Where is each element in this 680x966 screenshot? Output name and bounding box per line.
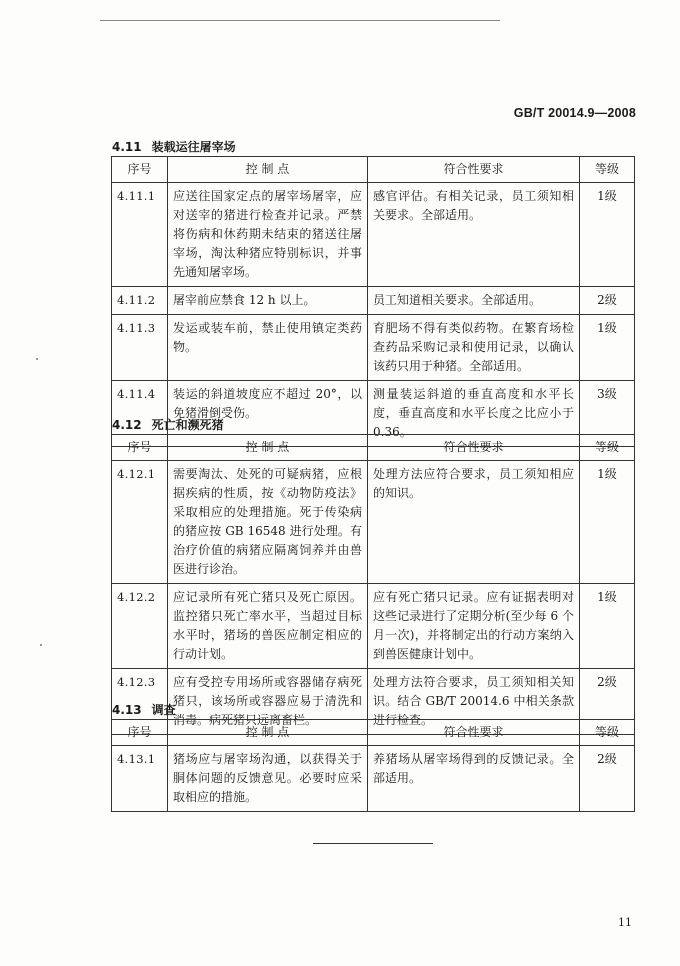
row-no: 4.11.3 [112, 315, 168, 381]
row-control-point: 应送往国家定点的屠宰场屠宰，应对送宰的猪进行检查并记录。严禁将伤病和休药期未结束的猪送往屠宰场，淘汰种猪应特别标识，并事先通知屠宰场。 [168, 183, 368, 287]
scan-speck [40, 644, 42, 646]
header-level: 等级 [580, 720, 635, 746]
row-control-point: 屠宰前应禁食 12 h 以上。 [168, 287, 368, 315]
header-requirement: 符合性要求 [368, 157, 580, 183]
row-requirement: 处理方法应符合要求，员工须知相应的知识。 [368, 461, 580, 584]
row-level: 1级 [580, 183, 635, 287]
end-rule [313, 843, 433, 844]
row-no: 4.11.4 [112, 381, 168, 447]
header-no: 序号 [112, 157, 168, 183]
section-title: 调查 [151, 703, 176, 717]
row-no: 4.13.1 [112, 746, 168, 812]
header-control-point: 控 制 点 [168, 435, 368, 461]
section-number: 4.13 [112, 703, 142, 717]
row-control-point: 应记录所有死亡猪只及死亡原因。监控猪只死亡率水平，当超过目标水平时，猪场的兽医应制定相应的行动计划。 [168, 584, 368, 669]
table-row [112, 584, 635, 669]
row-control-point: 装运的斜道坡度应不超过 20°，以免猪滑倒受伤。 [168, 381, 368, 447]
row-no: 4.11.1 [112, 183, 168, 287]
row-level: 3级 [580, 381, 635, 447]
row-no: 4.11.2 [112, 287, 168, 315]
section-number: 4.11 [112, 140, 142, 154]
header-control-point: 控 制 点 [168, 157, 368, 183]
row-control-point: 应有受控专用场所或容器储存病死猪只，该场所或容器应易于清洗和消毒。病死猪只远离畜栏。 [168, 669, 368, 735]
table-4-13 [111, 719, 635, 812]
table-row [112, 461, 635, 584]
table-row [112, 183, 635, 287]
row-level: 2级 [580, 746, 635, 812]
header-control-point: 控 制 点 [168, 720, 368, 746]
section-heading-4-13 [112, 701, 176, 718]
table-header-row [112, 435, 635, 461]
section-title: 死亡和濒死猪 [151, 418, 224, 432]
row-level: 2级 [580, 287, 635, 315]
row-control-point: 猪场应与屠宰场沟通，以获得关于胴体问题的反馈意见。必要时应采取相应的措施。 [168, 746, 368, 812]
header-no: 序号 [112, 720, 168, 746]
page-number: 11 [618, 916, 632, 929]
table-row [112, 315, 635, 381]
table-4-12 [111, 434, 635, 735]
section-heading-4-12 [112, 416, 224, 433]
row-level: 1级 [580, 584, 635, 669]
row-requirement: 测量装运斜道的垂直高度和水平长度，垂直高度和水平长度之比应小于 0.36。 [368, 381, 580, 447]
row-requirement: 员工知道相关要求。全部适用。 [368, 287, 580, 315]
header-requirement: 符合性要求 [368, 435, 580, 461]
row-no: 4.12.3 [112, 669, 168, 735]
row-no: 4.12.1 [112, 461, 168, 584]
row-requirement: 育肥场不得有类似药物。在繁育场检查药品采购记录和使用记录，以确认该药只用于种猪。全部适用。 [368, 315, 580, 381]
header-level: 等级 [580, 435, 635, 461]
row-requirement: 养猪场从屠宰场得到的反馈记录。全部适用。 [368, 746, 580, 812]
table-row [112, 746, 635, 812]
header-no: 序号 [112, 435, 168, 461]
section-title: 装载运往屠宰场 [151, 140, 236, 154]
scan-speck [36, 358, 38, 360]
row-level: 1级 [580, 315, 635, 381]
header-level: 等级 [580, 157, 635, 183]
standard-number: GB/T 20014.9—2008 [513, 106, 636, 120]
section-heading-4-11 [112, 138, 236, 155]
table-row [112, 287, 635, 315]
row-requirement: 应有死亡猪只记录。应有证据表明对这些记录进行了定期分析(至少每 6 个月一次)，并将制定出的行动方案纳入到兽医健康计划中。 [368, 584, 580, 669]
row-level: 2级 [580, 669, 635, 735]
table-header-row [112, 720, 635, 746]
row-requirement: 处理方法符合要求，员工须知相关知识。结合 GB/T 20014.6 中相关条款进行检查。 [368, 669, 580, 735]
header-requirement: 符合性要求 [368, 720, 580, 746]
row-level: 1级 [580, 461, 635, 584]
row-no: 4.12.2 [112, 584, 168, 669]
table-4-11 [111, 156, 635, 447]
row-control-point: 需要淘汰、处死的可疑病猪，应根据疾病的性质，按《动物防疫法》采取相应的处理措施。死于传染病的猪应按 GB 16548 进行处理。有治疗价值的病猪应隔离饲养并由兽医进行诊治。 [168, 461, 368, 584]
section-number: 4.12 [112, 418, 142, 432]
row-control-point: 发运或装车前，禁止使用镇定类药物。 [168, 315, 368, 381]
top-scan-rule [100, 20, 500, 21]
table-header-row [112, 157, 635, 183]
row-requirement: 感官评估。有相关记录，员工须知相关要求。全部适用。 [368, 183, 580, 287]
